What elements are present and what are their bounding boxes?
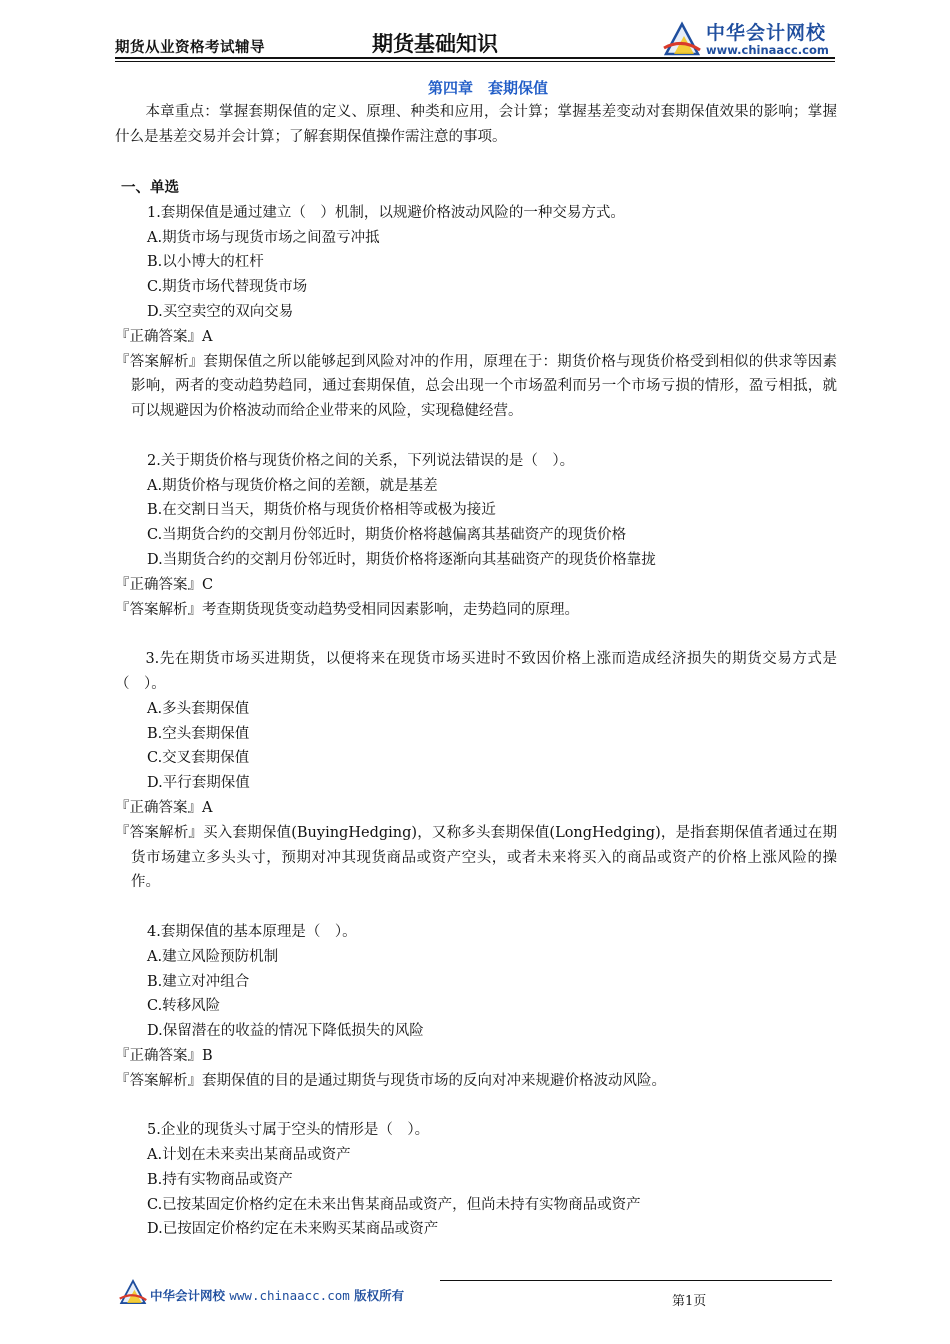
page-number: 第1页 xyxy=(672,1294,707,1309)
question-block xyxy=(115,201,837,424)
question-option: C.当期货合约的交割月份邻近时，期货价格将越偏离其基础资产的现货价格 xyxy=(147,527,627,544)
question-option: D.当期货合约的交割月份邻近时，期货价格将逐渐向其基础资产的现货价格靠拢 xyxy=(147,551,656,568)
question-option: A.期货市场与现货市场之间盈亏冲抵 xyxy=(147,229,380,246)
logo-brand-text: 中华会计网校 xyxy=(706,22,827,44)
page-header xyxy=(0,0,950,62)
question-option: D.已按固定价格约定在未来购买某商品或资产 xyxy=(147,1221,439,1238)
chapter-intro: 本章重点：掌握套期保值的定义、原理、种类和应用，会计算；掌握基差变动对套期保值效果的影响；掌握什么是基差交易并会计算；了解套期保值操作需注意的事项。 xyxy=(115,104,837,145)
header-exam-title: 期货从业资格考试辅导 xyxy=(115,40,265,56)
question-option: A.期货价格与现货价格之间的差额，就是基差 xyxy=(147,477,438,494)
question-stem: 5.企业的现货头寸属于空头的情形是（ ）。 xyxy=(147,1122,430,1139)
question-option: A.计划在未来卖出某商品或资产 xyxy=(147,1147,351,1164)
question-stem: 3.先在期货市场买进期货，以便将来在现货市场买进时不致因价格上涨而造成经济损失的期货交易方式是（ ）。 xyxy=(115,651,837,692)
question-block xyxy=(115,449,837,623)
question-option: A.建立风险预防机制 xyxy=(147,948,279,965)
answer-analysis: 『答案解析』套期保值之所以能够起到风险对冲的作用，原理在于：期货价格与现货价格受到相似的供求等因素影响，两者的变动趋势趋同，通过套期保值，总会出现一个市场盈利而另一个市场亏损的情形，盈亏相抵，就可以规避因为价格波动而给企业带来的风险，实现稳健经营。 xyxy=(115,353,837,420)
question-block xyxy=(115,920,837,1094)
answer-analysis: 『答案解析』考查期货现货变动趋势受相同因素影响，走势趋同的原理。 xyxy=(115,601,579,618)
question-option: B.空头套期保值 xyxy=(147,725,250,742)
question-block xyxy=(115,647,837,895)
logo-url-text: www.chinaacc.com xyxy=(706,43,829,57)
question-option: C.已按某固定价格约定在未来出售某商品或资产，但尚未持有实物商品或资产 xyxy=(147,1196,641,1213)
header-rule-thick xyxy=(115,57,835,59)
question-stem: 1.套期保值是通过建立（ ）机制，以规避价格波动风险的一种交易方式。 xyxy=(147,204,625,221)
question-option: D.买空卖空的双向交易 xyxy=(147,303,294,320)
question-option: C.期货市场代替现货市场 xyxy=(147,279,308,296)
footer-brand: 中华会计网校 xyxy=(150,1288,226,1303)
answer-analysis: 『答案解析』买入套期保值(BuyingHedging)，又称多头套期保值(LongHedging)，是指套期保值者通过在期货市场建立多头头寸，预期对冲其现货商品或资产空头，或者未来将买入的商品或资产的价格上涨风险的操作。 xyxy=(115,824,837,891)
question-option: B.以小博大的杠杆 xyxy=(147,254,264,271)
question-option: B.建立对冲组合 xyxy=(147,973,250,990)
chapter-title: 第四章 套期保值 xyxy=(427,79,548,97)
question-block xyxy=(115,1118,837,1242)
correct-answer: 『正确答案』B xyxy=(115,1047,213,1064)
answer-analysis: 『答案解析』套期保值的目的是通过期货与现货市场的反向对冲来规避价格波动风险。 xyxy=(115,1072,666,1089)
section-title: 一、单选 xyxy=(121,179,179,196)
footer-copyright xyxy=(150,1286,404,1304)
footer-rule xyxy=(440,1280,832,1281)
footer-rights: 版权所有 xyxy=(354,1288,405,1303)
header-rule-thin xyxy=(115,61,835,62)
correct-answer: 『正确答案』C xyxy=(115,576,214,593)
question-option: C.转移风险 xyxy=(147,998,221,1015)
footer-url[interactable]: www.chinaacc.com xyxy=(229,1288,350,1303)
question-option: D.保留潜在的收益的情况下降低损失的风险 xyxy=(147,1023,424,1040)
page-footer xyxy=(0,1270,950,1344)
question-stem: 4.套期保值的基本原理是（ ）。 xyxy=(147,923,357,940)
chinaacc-logo xyxy=(662,16,842,62)
question-option: D.平行套期保值 xyxy=(147,775,250,792)
correct-answer: 『正确答案』A xyxy=(115,799,213,816)
correct-answer: 『正确答案』A xyxy=(115,328,213,345)
document-body xyxy=(115,76,837,1242)
question-stem: 2.关于期货价格与现货价格之间的关系，下列说法错误的是（ ）。 xyxy=(147,452,575,469)
question-option: A.多头套期保值 xyxy=(147,700,250,717)
question-option: C.交叉套期保值 xyxy=(147,750,250,767)
header-subject-title: 期货基础知识 xyxy=(372,32,498,56)
logo-mark-icon xyxy=(662,20,702,58)
question-option: B.在交割日当天，期货价格与现货价格相等或极为接近 xyxy=(147,502,496,519)
question-option: B.持有实物商品或资产 xyxy=(147,1171,293,1188)
footer-logo-icon xyxy=(118,1278,148,1306)
